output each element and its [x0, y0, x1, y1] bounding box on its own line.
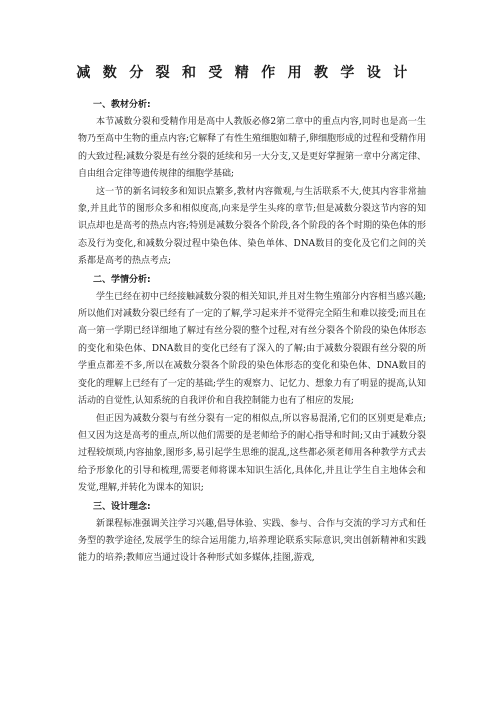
paragraph: 新课程标准强调关注学习兴趣,倡导体验、实践、参与、合作与交流的学习方式和任务型的教学途径,发展学生的综合运用能力,培养理论联系实际意识,突出创新精神和实践能力的培养;教师应当通过设计各种形式如多媒体,挂图,游戏, [78, 518, 426, 564]
section-teaching-material-analysis [78, 96, 426, 271]
section-heading: 二、学情分析: [93, 274, 151, 285]
document-title: 减数分裂和受精作用教学设计 [76, 65, 420, 81]
paragraph: 这一节的新名词较多和知识点繁多,教材内容微观,与生活联系不大,使其内容非常抽象,并且此节的图形众多和相似度高,向来是学生头疼的章节;但是减数分裂这节内容的知识点却也是高考的热点内容;特别是减数分裂各个阶段,各个阶段的各个时期的染色体的形态及行为变化,和减数分裂过程中染色体、染色单体、DNA数目的变化及它们之间的关系都是高考的热点考点; [78, 186, 426, 267]
section-heading: 一、教材分析: [93, 100, 151, 110]
section-design-concept [78, 498, 426, 568]
paragraph: 学生已经在初中已经接触减数分裂的相关知识,并且对生物生殖部分内容相当感兴趣;所以他们对减数分裂已经有了一定的了解,学习起来并不觉得完全陌生和难以接受;而且在高一第一学期已经详细地了解过有丝分裂的整个过程,对有丝分裂各个阶段的染色体形态的变化和染色体、DNA数目的变化已经有了深入的了解;由于减数分裂跟有丝分裂的所学重点都差不多,所以在减数分裂各个阶段的染色体形态的变化和染色体、DNA数目的变化的理解上已经有了一定的基础;学生的观察力、记忆力、想象力有了明显的提高,认知活动的自觉性,认知系统的自我评价和自我控制能力也有了相应的发展; [78, 291, 426, 407]
document-body [78, 96, 426, 568]
section-heading: 三、设计理念: [93, 501, 151, 512]
paragraph: 但正因为减数分裂与有丝分裂有一定的相似点,所以容易混淆,它们的区别更是难点;但又因为这是高考的重点,所以他们需要的是老师给予的耐心指导和时间;又由于减数分裂过程较烦琐,内容抽象,图形多,易引起学生思维的混乱,这些都必须老师用各种教学方式去给予形象化的引导和梳理,需要老师将课本知识生活化,具体化,并且让学生自主地体会和发觉,理解,并转化为课本的知识; [78, 413, 426, 494]
paragraph: 本节减数分裂和受精作用是高中人教版必修2第二章中的重点内容,同时也是高一生物乃至高中生物的重点内容;它解释了有性生殖细胞如精子,卵细胞形成的过程和受精作用的大致过程;减数分裂是有丝分裂的延续和另一大分支,又是更好掌握第一章中分离定律、自由组合定律等遗传规律的细胞学基础; [78, 117, 426, 180]
section-student-analysis [78, 271, 426, 498]
